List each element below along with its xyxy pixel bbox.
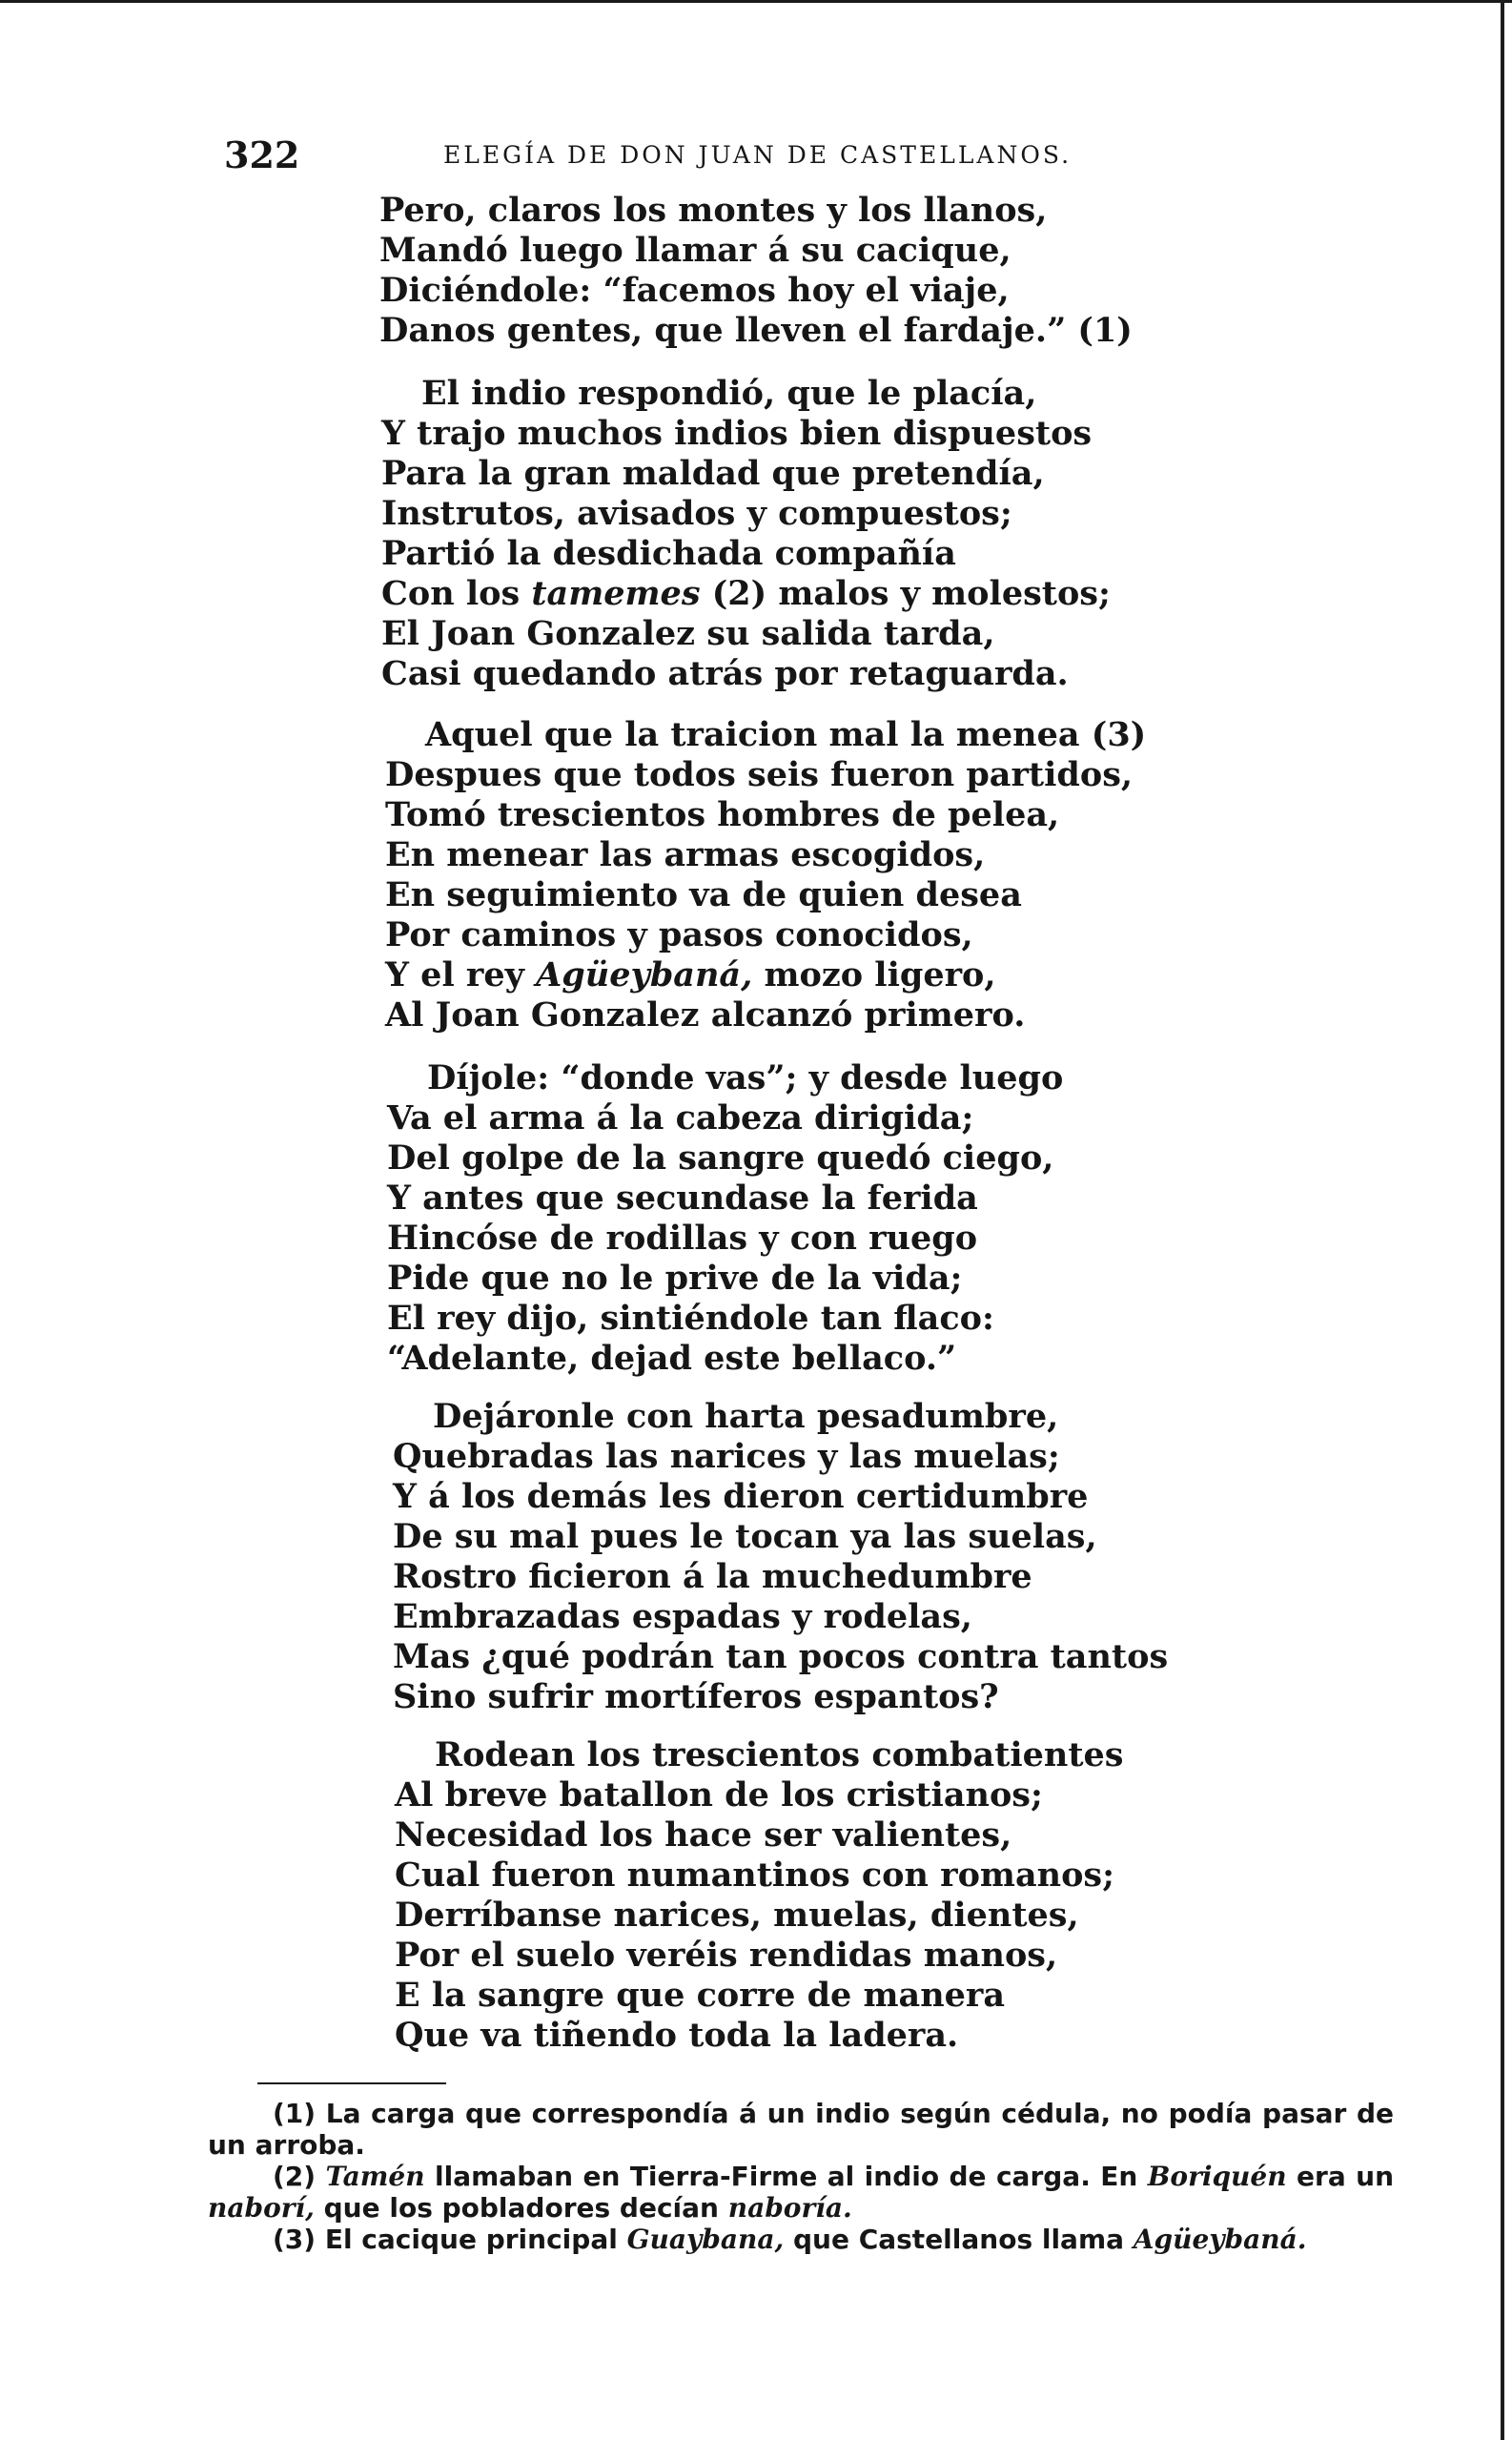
top-rule	[0, 0, 1512, 3]
verse-line: El rey dijo, sintiéndole tan flaco:	[387, 1299, 994, 1338]
footnote-italic: naboría.	[727, 2192, 852, 2224]
stanza-1	[379, 191, 1133, 351]
footnote-rule	[257, 2082, 446, 2084]
footnote-marker: (2)	[273, 2161, 317, 2192]
verse-line: Quebradas las narices y las muelas;	[393, 1437, 1060, 1476]
verse-line: Va el arma á la cabeza dirigida;	[387, 1098, 974, 1138]
verse-line: Pide que no le prive de la vida;	[387, 1259, 963, 1298]
italic-word: Agüeybaná,	[536, 955, 753, 994]
verse-line: Que va tiñendo toda la ladera.	[395, 2016, 959, 2055]
footnote-text: que Castellanos llama	[792, 2224, 1125, 2255]
footnote-text: El cacique principal	[324, 2224, 618, 2255]
stanza-2	[381, 374, 1111, 694]
footnote-text: era un	[1297, 2161, 1394, 2192]
verse-line: Casi quedando atrás por retaguarda.	[381, 654, 1069, 693]
verse-line: El Joan Gonzalez su salida tarda,	[381, 614, 995, 653]
footnote-text: llamaban en Tierra-Firme al indio de carga. En	[435, 2161, 1138, 2192]
verse-line: Y á los demás les dieron certidumbre	[393, 1477, 1089, 1516]
stanza-4	[387, 1058, 1063, 1379]
verse-line: Necesidad los hace ser valientes,	[395, 1815, 1012, 1855]
verse-line: Partió la desdichada compañía	[381, 534, 956, 573]
verse-line: Danos gentes, que lleven el fardaje.” (1)	[379, 311, 1133, 350]
verse-line: Instrutos, avisados y compuestos;	[381, 494, 1012, 533]
verse-line: Sino sufrir mortíferos espantos?	[393, 1677, 999, 1716]
page-edge	[1501, 0, 1504, 2440]
footnote-text: que los pobladores decían	[323, 2192, 719, 2224]
stanza-3	[385, 715, 1146, 1035]
verse-line: En seguimiento va de quien desea	[385, 875, 1022, 914]
verse-line: Despues que todos seis fueron partidos,	[385, 755, 1134, 794]
verse-line: Rodean los trescientos combatientes	[435, 1735, 1124, 1774]
verse-line: Dejáronle con harta pesadumbre,	[433, 1397, 1059, 1436]
verse-line: Tomó trescientos hombres de pelea,	[385, 795, 1060, 834]
verse-line: Cual fueron numantinos con romanos;	[395, 1856, 1115, 1895]
footnote-2	[208, 2161, 1394, 2224]
footnote-italic: Boriquén	[1147, 2161, 1287, 2192]
footnote-italic: Guaybana,	[626, 2224, 785, 2255]
stanza-6	[395, 1735, 1123, 2056]
footnote-italic: naborí,	[208, 2192, 315, 2224]
footnote-1	[208, 2098, 1394, 2161]
page-number: 322	[224, 133, 300, 176]
footnote-3	[208, 2224, 1394, 2255]
verse-line: Hincóse de rodillas y con ruego	[387, 1219, 978, 1258]
verse-line: Con los tamemes (2) malos y molestos;	[381, 574, 1111, 613]
verse-line: Del golpe de la sangre quedó ciego,	[387, 1138, 1054, 1178]
verse-line: En menear las armas escogidos,	[385, 835, 986, 874]
verse-line: Mas ¿qué podrán tan pocos contra tantos	[393, 1637, 1169, 1676]
verse-line: E la sangre que corre de manera	[395, 1976, 1006, 2015]
verse-line: Por el suelo veréis rendidas manos,	[395, 1936, 1058, 1975]
footnote-italic: Tamén	[325, 2161, 425, 2192]
footnote-text: La carga que correspondía á un indio según cédula, no podía pasar de un arroba.	[208, 2098, 1395, 2161]
italic-word: tamemes	[531, 574, 701, 613]
verse-line: “Adelante, dejad este bellaco.”	[387, 1339, 957, 1378]
verse-line: Díjole: “donde vas”; y desde luego	[427, 1058, 1064, 1097]
verse-line: Al Joan Gonzalez alcanzó primero.	[385, 995, 1026, 1035]
verse-line: Para la gran maldad que pretendía,	[381, 454, 1045, 493]
verse-line: Mandó luego llamar á su cacique,	[379, 231, 1011, 270]
verse-line: Y el rey Agüeybaná, mozo ligero,	[385, 955, 996, 994]
footnote-marker: (3)	[273, 2224, 317, 2255]
verse-line: Al breve batallon de los cristianos;	[395, 1775, 1043, 1815]
verse-line: El indio respondió, que le placía,	[421, 374, 1037, 413]
verse-line: Derríbanse narices, muelas, dientes,	[395, 1896, 1079, 1935]
page-header	[224, 133, 1177, 176]
verse-line: Y trajo muchos indios bien dispuestos	[381, 414, 1093, 453]
verse-line: Aquel que la traicion mal la menea (3)	[425, 715, 1147, 754]
stanza-5	[393, 1397, 1168, 1717]
verse-line: Pero, claros los montes y los llanos,	[379, 191, 1048, 230]
verse-line: De su mal pues le tocan ya las suelas,	[393, 1517, 1097, 1556]
verse-line: Embrazadas espadas y rodelas,	[393, 1597, 972, 1636]
footnotes	[208, 2098, 1394, 2255]
footnote-marker: (1)	[273, 2098, 317, 2129]
verse-line: Y antes que secundase la ferida	[387, 1179, 978, 1218]
running-title: ELEGÍA DE DON JUAN DE CASTELLANOS.	[443, 141, 1073, 169]
footnote-italic: Agüeybaná.	[1133, 2224, 1307, 2255]
verse-line: Rostro ficieron á la muchedumbre	[393, 1557, 1032, 1596]
verse-line: Diciéndole: “facemos hoy el viaje,	[379, 271, 1010, 310]
verse-line: Por caminos y pasos conocidos,	[385, 915, 973, 954]
